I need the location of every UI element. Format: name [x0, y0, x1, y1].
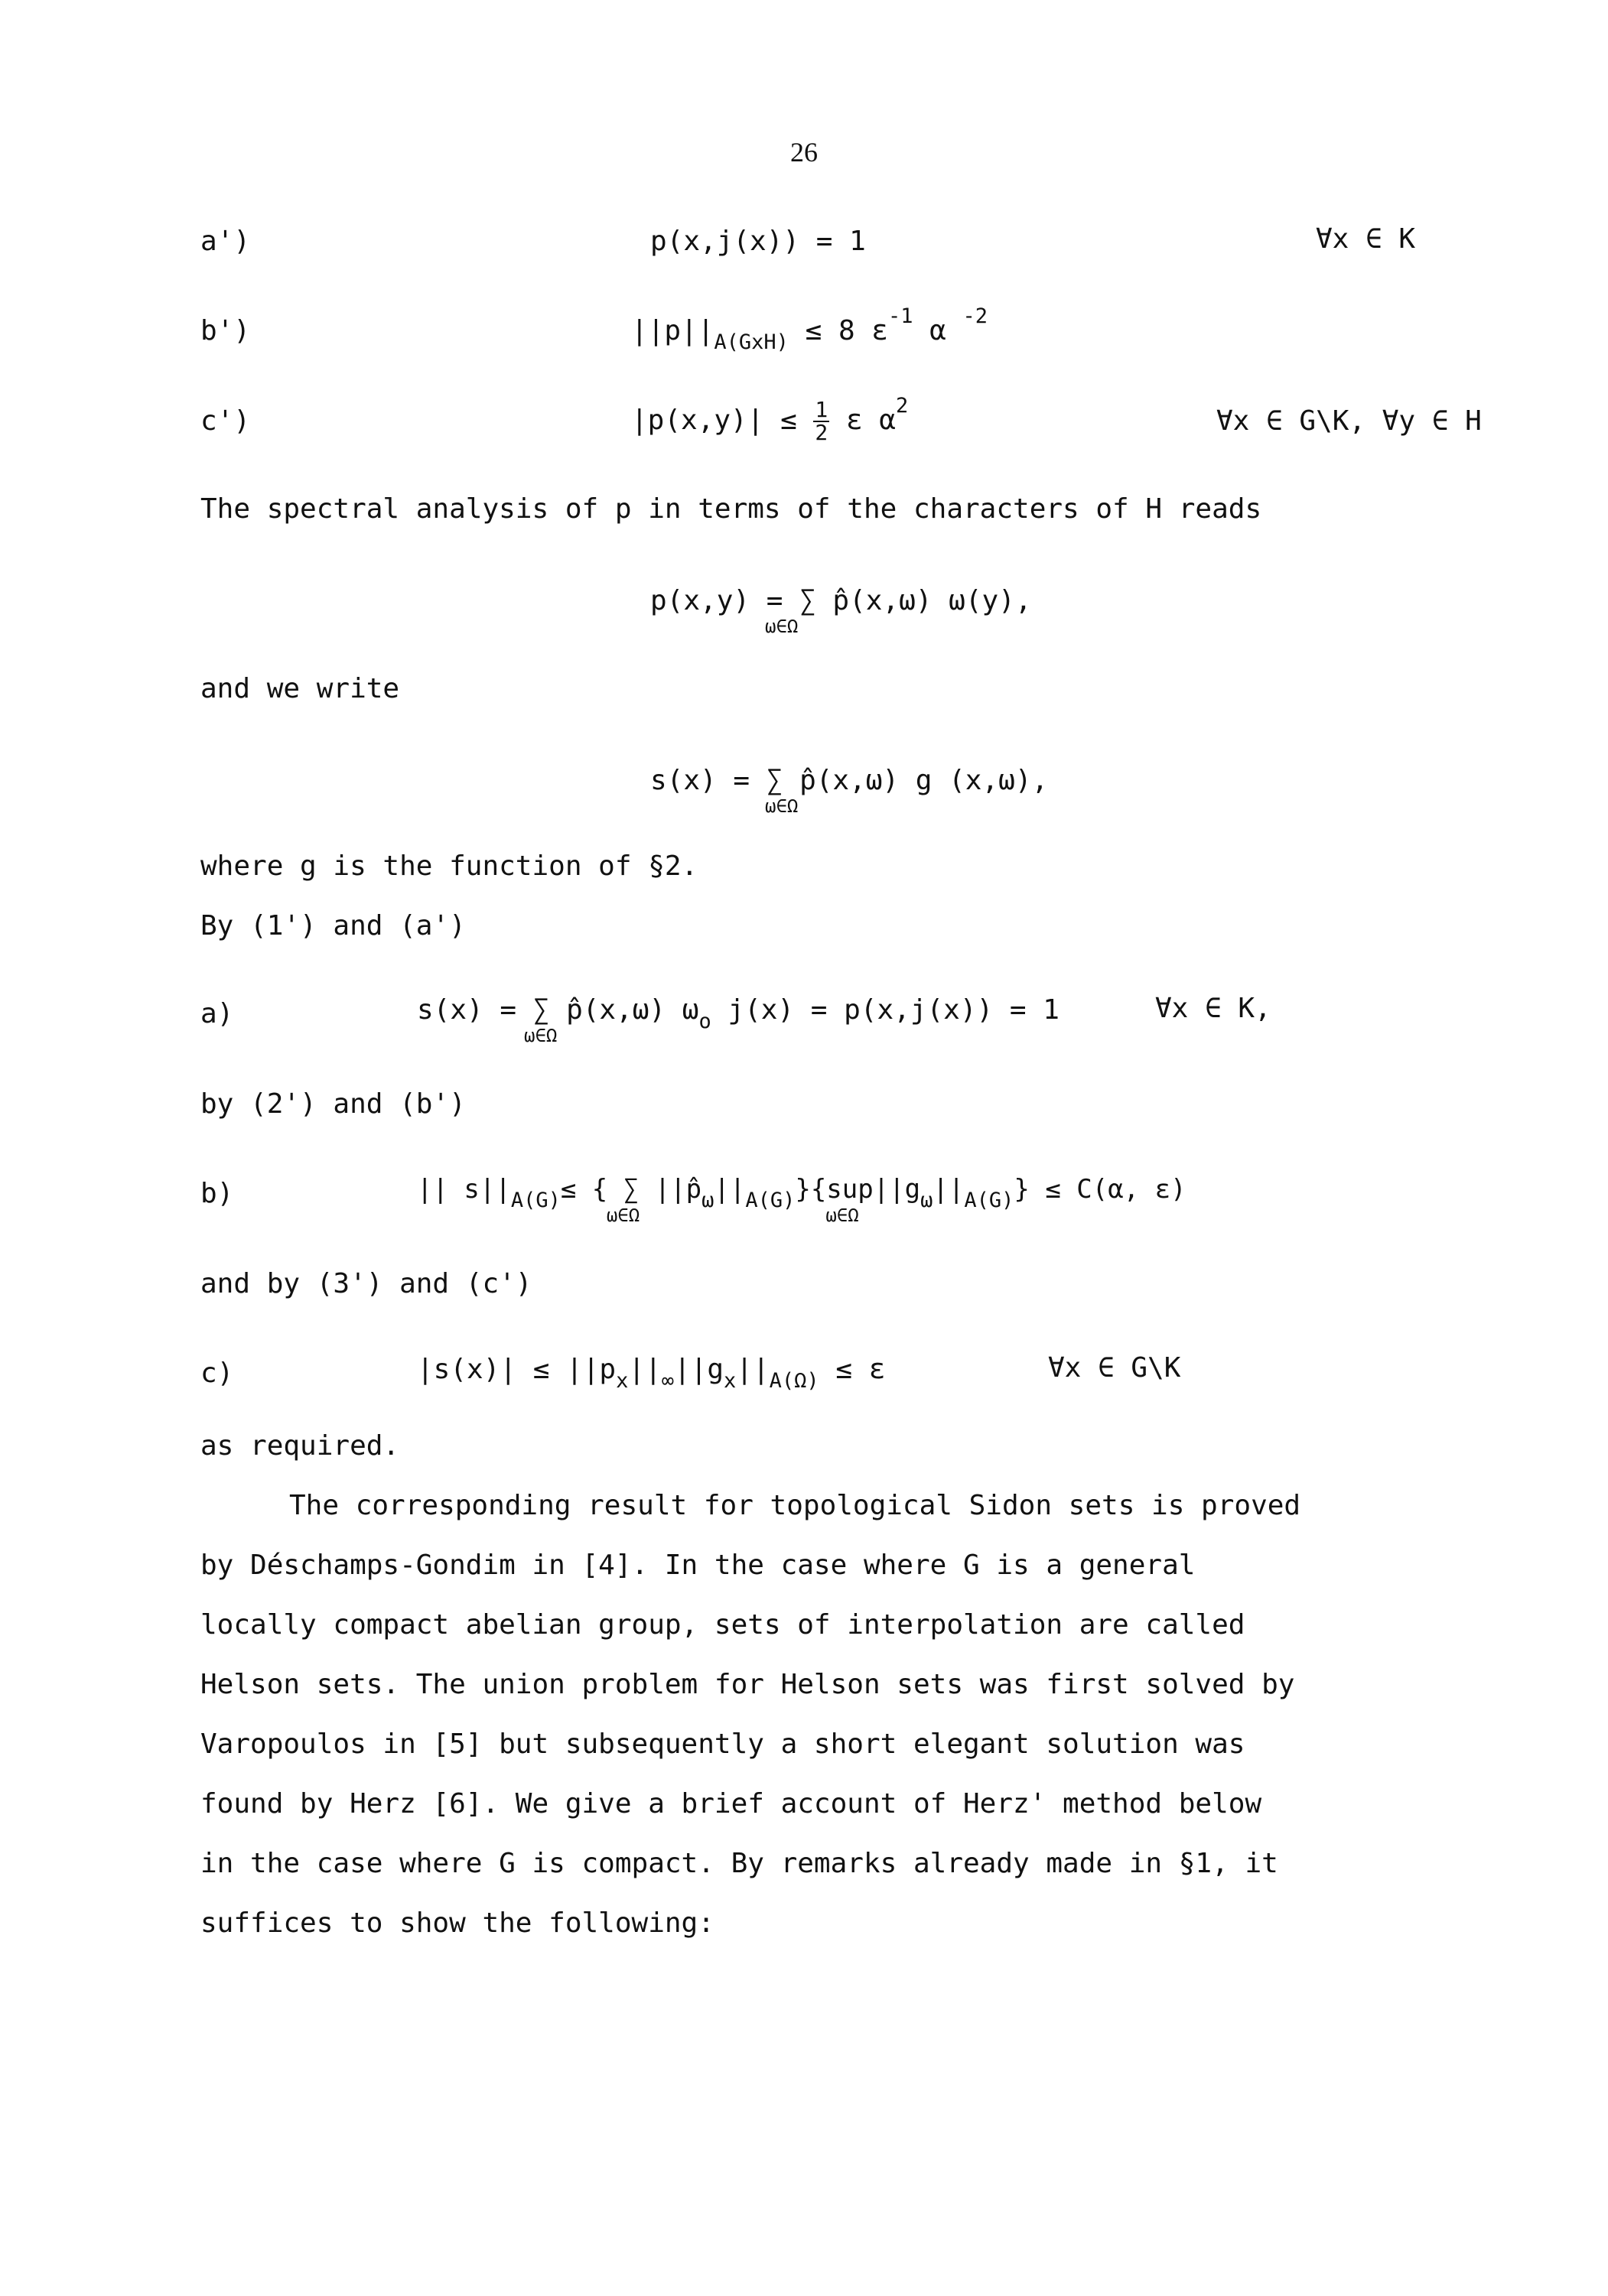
fraction-denominator: 2: [815, 420, 828, 445]
formula-b: [417, 1174, 1186, 1226]
sup-part: }{sup||g: [795, 1174, 921, 1205]
bound-c: } ≤ C(α, ε): [1014, 1174, 1186, 1205]
sum-index: ω∈Ω: [765, 795, 799, 817]
norm-bars: ||: [628, 1354, 662, 1385]
norm-subscript: A(G): [964, 1189, 1014, 1212]
page-number: 26: [790, 137, 818, 167]
s-rhs: p̂(x,ω) g (x,ω),: [783, 765, 1049, 796]
quantifier-c: ∀x ∈ G\K: [1048, 1352, 1181, 1384]
paragraph-line: Varopoulos in [5] but subsequently a short elegant solution was: [200, 1729, 1245, 1760]
quantifier-a: ∀x ∈ K,: [1155, 993, 1271, 1024]
fraction-numerator: 1: [815, 397, 828, 422]
formula-a-prime: p(x,j(x)) = 1: [650, 226, 866, 257]
omega-subscript: ω: [920, 1189, 933, 1212]
alpha-symbol: α: [913, 315, 963, 346]
paragraph-line: by Déschamps-Gondim in [4]. In the case where G is a general: [200, 1550, 1196, 1581]
paragraph-line: suffices to show the following:: [200, 1907, 714, 1939]
norm-p: ||p||: [631, 315, 714, 346]
paragraph-line: Helson sets. The union problem for Helson sets was first solved by: [200, 1669, 1295, 1700]
spectral-rhs: p̂(x,ω) ω(y),: [815, 585, 1032, 616]
text-as-required: as required.: [200, 1430, 400, 1462]
condition-label-a-prime: a'): [200, 226, 251, 257]
sum-index: ω∈Ω: [606, 1205, 640, 1226]
text-spectral-analysis: The spectral analysis of p in terms of the characters of H reads: [200, 493, 1262, 525]
quantifier-a-prime: ∀x ∈ K: [1316, 223, 1416, 255]
condition-label-c-prime: c'): [200, 405, 251, 437]
norm-bars: ||: [736, 1354, 770, 1385]
sup-index: ω∈Ω: [825, 1205, 859, 1226]
norm-p-hat: ||p̂: [639, 1174, 702, 1205]
equation-spectral: [650, 585, 1032, 637]
sum-index: ω∈Ω: [524, 1025, 558, 1046]
x-subscript: x: [616, 1369, 629, 1393]
eps-alpha: ε α: [829, 405, 896, 436]
paragraph-line: locally compact abelian group, sets of interpolation are called: [200, 1609, 1245, 1641]
omega-subscript: o: [698, 1010, 711, 1033]
abs-s: |s(x)| ≤ ||p: [417, 1354, 617, 1385]
bound-eps: ≤ ε: [819, 1354, 886, 1385]
condition-label-b: b): [200, 1178, 234, 1209]
bound-text: ≤ 8 ε: [788, 315, 888, 346]
a-rhs-part1: p̂(x,ω) ω: [549, 994, 699, 1026]
text-where-g: where g is the function of §2.: [200, 850, 698, 882]
s-lhs: s(x) = ∑: [650, 765, 783, 796]
quantifier-c-prime: ∀x ∈ G\K, ∀y ∈ H: [1216, 405, 1482, 437]
norm-subscript: A(Ω): [769, 1369, 819, 1393]
condition-label-c: c): [200, 1358, 234, 1389]
abs-p: |p(x,y)| ≤: [631, 405, 814, 436]
norm-bars: ||: [933, 1174, 965, 1205]
norm-bars: ||: [714, 1174, 746, 1205]
norm-s: || s||: [417, 1174, 511, 1205]
norm-g: ||g: [673, 1354, 724, 1385]
norm-subscript: A(G): [745, 1189, 796, 1212]
formula-c: [417, 1354, 886, 1393]
a-rhs-part2: j(x) = p(x,j(x)) = 1: [711, 994, 1060, 1026]
spectral-lhs: p(x,y) = ∑: [650, 585, 816, 616]
exponent-eps: -1: [887, 304, 913, 328]
paragraph-helson-sets: [200, 1476, 1424, 1953]
formula-b-prime: [631, 304, 988, 354]
norm-subscript: A(GxH): [714, 330, 789, 354]
formula-c-prime: [631, 394, 909, 445]
formula-a: [417, 994, 1060, 1046]
text-by-1-a: By (1') and (a'): [200, 910, 466, 941]
exponent-alpha: -2: [962, 304, 988, 328]
infinity-subscript: ∞: [661, 1369, 674, 1393]
paragraph-line: The corresponding result for topological Sidon sets is proved: [289, 1490, 1301, 1521]
x-subscript: x: [724, 1369, 737, 1393]
norm-subscript: A(G): [510, 1189, 561, 1212]
a-lhs: s(x) = ∑: [417, 994, 550, 1026]
text-and-we-write: and we write: [200, 673, 400, 704]
text-by-2-b: by (2') and (b'): [200, 1088, 466, 1120]
exponent-two: 2: [895, 394, 909, 418]
omega-subscript: ω: [701, 1189, 714, 1212]
condition-label-b-prime: b'): [200, 315, 251, 346]
sum-part: ≤ { ∑: [560, 1174, 640, 1205]
equation-s: [650, 765, 1049, 817]
text-by-3-c: and by (3') and (c'): [200, 1268, 532, 1299]
paragraph-line: found by Herz [6]. We give a brief account of Herz' method below: [200, 1788, 1262, 1820]
paragraph-line: in the case where G is compact. By remarks already made in §1, it: [200, 1848, 1278, 1879]
fraction-one-half: [813, 399, 829, 444]
sum-index: ω∈Ω: [765, 616, 799, 637]
condition-label-a: a): [200, 998, 234, 1029]
